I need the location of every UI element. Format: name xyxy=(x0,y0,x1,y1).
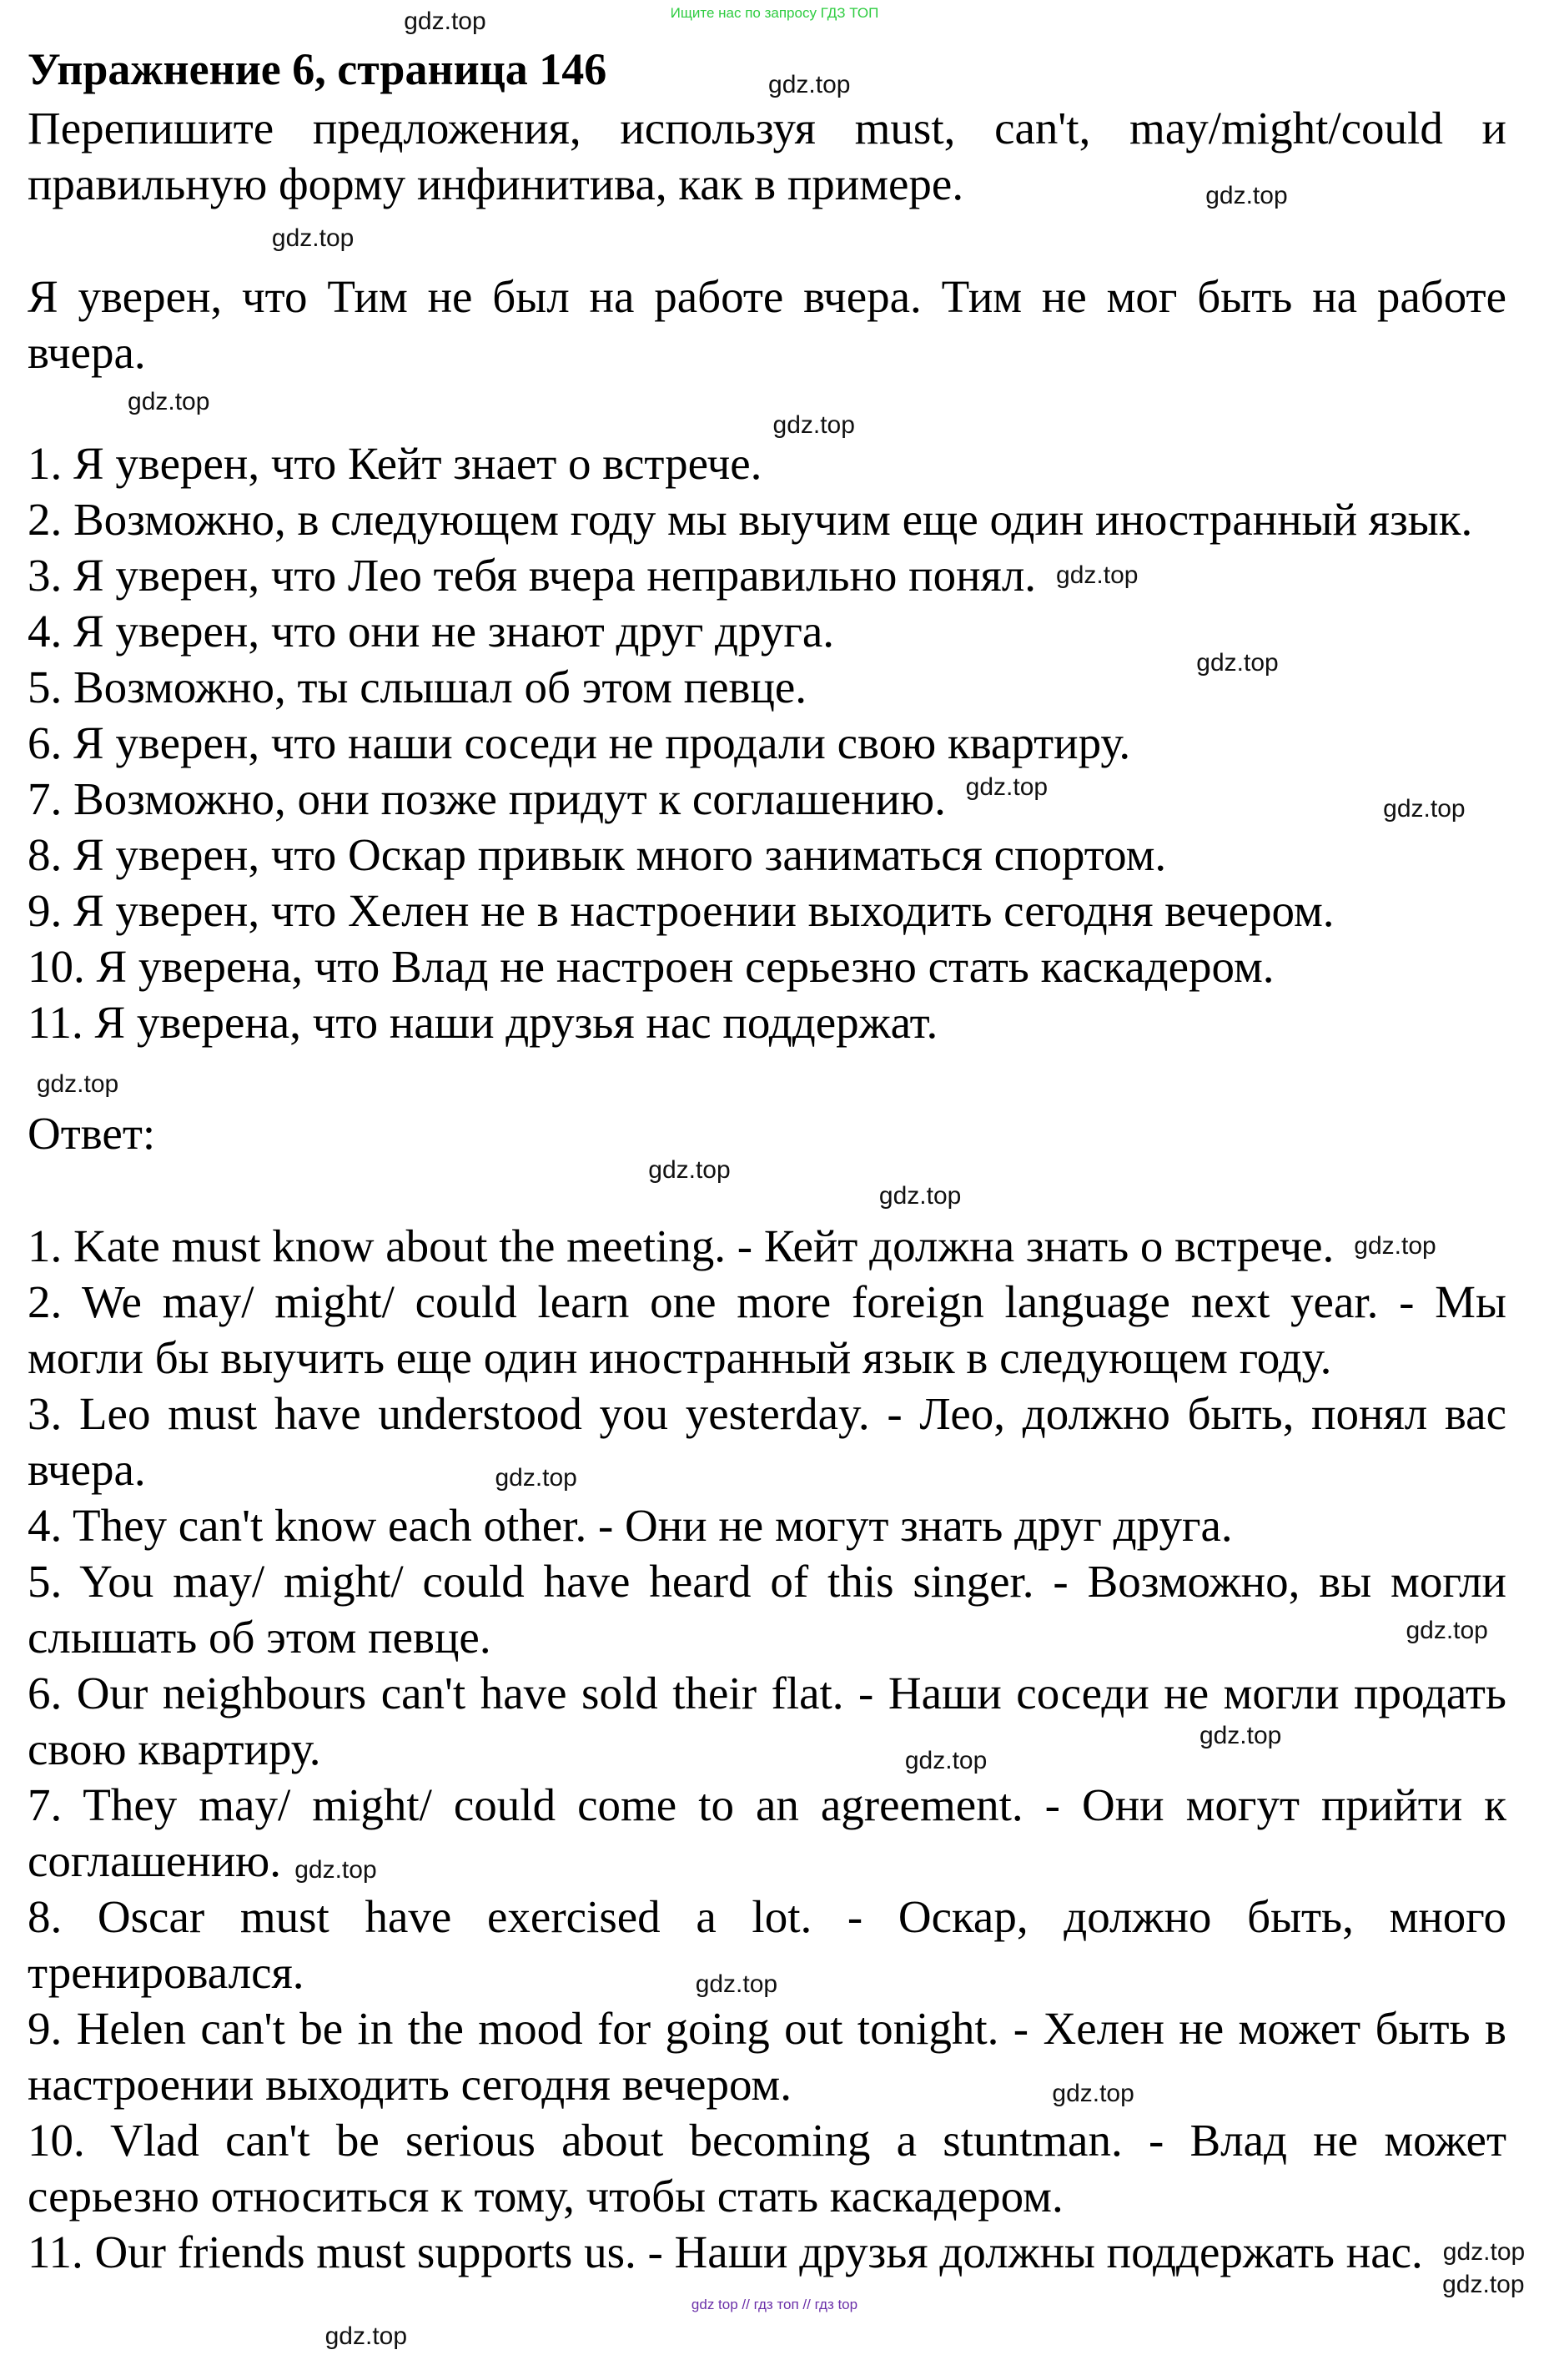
answer-item: 1. Kate must know about the meeting. - Кейт должна знать о встрече. xyxy=(28,1220,1335,1271)
watermark: gdz.top xyxy=(695,1970,778,1998)
watermark: gdz.top xyxy=(1199,1722,1282,1750)
watermark: gdz.top xyxy=(1354,1231,1436,1260)
watermark: gdz.top xyxy=(324,2322,408,2350)
answer-item: 10. Vlad can't be serious about becoming a stuntman. - Влад не может серьезно относиться к тому, чтобы стать каскадером. xyxy=(28,2115,1506,2222)
watermark: gdz.top xyxy=(1442,2271,1525,2299)
watermark: gdz.top xyxy=(1205,181,1288,209)
exercise-items xyxy=(28,435,1506,1050)
watermark: gdz.top xyxy=(1442,2237,1526,2266)
watermark: gdz.top xyxy=(271,224,355,252)
watermark: gdz.top xyxy=(404,7,486,35)
example xyxy=(28,269,1506,380)
watermark: gdz.top xyxy=(495,1463,577,1492)
watermark: gdz.top xyxy=(878,1182,962,1210)
list-item: 7. Возможно, они позже придут к соглашению. xyxy=(28,773,946,824)
answer-item: 9. Helen can't be in the mood for going out tonight. - Хелен не может быть в настроении выходить сегодня вечером. xyxy=(28,2003,1506,2110)
answer-label-text: Ответ: xyxy=(28,1108,156,1159)
watermark: gdz.top xyxy=(1056,561,1139,589)
answer-item: 2. We may/ might/ could learn one more foreign language next year. - Мы могли бы выучить еще один иностранный язык в следующем году. xyxy=(28,1276,1506,1383)
list-item: 6. Я уверен, что наши соседи не продали свою квартиру. xyxy=(28,717,1131,768)
example-text: Я уверен, что Тим не был на работе вчера. Тим не мог быть на работе вчера. xyxy=(28,271,1506,378)
list-item: 3. Я уверен, что Лео тебя вчера неправильно понял. xyxy=(28,550,1037,601)
answer-item: 4. They can't know each other. - Они не могут знать друг друга. xyxy=(28,1500,1233,1551)
answer-item: 11. Our friends must supports us. - Наши друзья должны поддержать нас. xyxy=(28,2227,1423,2277)
list-item: 10. Я уверена, что Влад не настроен серьезно стать каскадером. xyxy=(28,941,1275,992)
watermark: gdz.top xyxy=(1052,2079,1134,2107)
watermark: gdz.top xyxy=(36,1070,119,1099)
watermark: gdz.top xyxy=(648,1156,731,1185)
answer-label xyxy=(28,1105,1506,1161)
list-item: 1. Я уверен, что Кейт знает о встрече. xyxy=(28,438,762,489)
answer-item: 6. Our neighbours can't have sold their flat. - Наши соседи не могли продать свою квартиру. xyxy=(28,1668,1506,1774)
list-item: 4. Я уверен, что они не знают друг друга. xyxy=(28,606,835,657)
watermark: gdz.top xyxy=(768,70,851,98)
header-note: Ищите нас по запросу ГДЗ ТОП xyxy=(670,5,879,21)
list-item: 8. Я уверен, что Оскар привык много заниматься спортом. xyxy=(28,829,1167,880)
list-item: 9. Я уверен, что Хелен не в настроении выходить сегодня вечером. xyxy=(28,885,1335,936)
watermark: gdz.top xyxy=(1406,1616,1488,1644)
list-item: 5. Возможно, ты слышал об этом певце. xyxy=(28,662,807,712)
watermark: gdz.top xyxy=(128,388,210,416)
watermark: gdz.top xyxy=(294,1856,377,1884)
watermark: gdz.top xyxy=(904,1747,988,1775)
answer-item: 7. They may/ might/ could come to an agreement. - Они могут прийти к соглашению. xyxy=(28,1779,1506,1886)
answer-item: 3. Leo must have understood you yesterday. - Лео, должно быть, понял вас вчера. xyxy=(28,1388,1506,1495)
footer-note: gdz top // гдз топ // гдз top xyxy=(691,2297,858,2312)
list-item: 11. Я уверена, что наши друзья нас поддержат. xyxy=(28,997,938,1048)
watermark: gdz.top xyxy=(1383,795,1466,823)
instruction-text: Перепишите предложения, используя must, can't, may/might/could и правильную форму инфинитива, как в примере. xyxy=(28,103,1506,209)
watermark: gdz.top xyxy=(1196,649,1279,677)
answer-item: 5. You may/ might/ could have heard of this singer. - Возможно, вы могли слышать об этом певце. xyxy=(28,1556,1506,1663)
list-item: 2. Возможно, в следующем году мы выучим еще один иностранный язык. xyxy=(28,494,1473,545)
watermark: gdz.top xyxy=(772,410,855,439)
answer-item: 8. Oscar must have exercised a lot. - Оскар, должно быть, много тренировался. xyxy=(28,1891,1506,1998)
page-title: Упражнение 6, страница 146 xyxy=(28,44,607,94)
answers xyxy=(28,1218,1506,2280)
watermark: gdz.top xyxy=(965,772,1049,801)
